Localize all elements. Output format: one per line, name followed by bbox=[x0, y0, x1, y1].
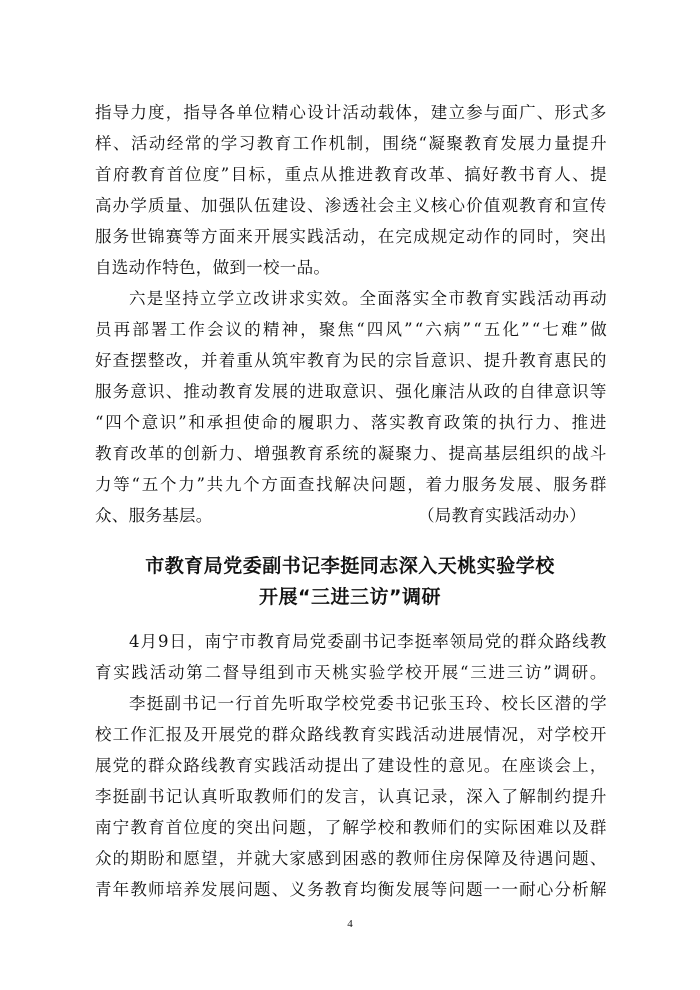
text-line: 指 导 力 度 ， 指 导 各 单 位 精 心 设 计 活 动 载 体 ， 建 立 参 与 面 广 、 形 式 多 bbox=[95, 103, 607, 122]
text-line: 展 党 的 群 众 路 线 教 育 实 践 活 动 提 出 了 建 设 性 的 意 见 。 在 座 谈 会 上 ， bbox=[95, 756, 607, 775]
text-line: 样 、 活 动 经 常 的 学 习 教 育 工 作 机 制 ， 围 绕 “ 凝 聚 教 育 发 展 力 量 提 升 bbox=[95, 134, 607, 153]
text-line: 众、服务基层。 bbox=[95, 506, 213, 525]
text-line: 首 府 教 育 首 位 度 ” 目 标 ， 重 点 从 推 进 教 育 改 革 、 搞 好 教 书 育 人 、 提 bbox=[95, 165, 607, 184]
text-line: 育 实 践 活 动 第 二 督 导 组 到 市 天 桃 实 验 学 校 开 展 “ 三 进 三 访 ” 调 研 。 bbox=[95, 663, 607, 682]
text-line: 服 务 世 锦 赛 等 方 面 来 开 展 实 践 活 动 ， 在 完 成 规 定 动 作 的 同 时 ， 突 出 bbox=[95, 227, 607, 246]
text-line: 六 是 坚 持 立 学 立 改 讲 求 实 效 。 全 面 落 实 全 市 教 育 实 践 活 动 再 动 bbox=[129, 289, 607, 308]
text-line: 教 育 改 革 的 创 新 力 、 增 强 教 育 系 统 的 凝 聚 力 、 提 高 基 层 组 织 的 战 斗 bbox=[95, 444, 607, 463]
article-title-line-1: 市教育局党委副书记李挺同志深入天桃实验学校 bbox=[145, 555, 555, 577]
text-line: 李 挺 副 书 记 认 真 听 取 教 师 们 的 发 言 ， 认 真 记 录 ， 深 入 了 解 制 约 提 升 bbox=[95, 787, 607, 806]
text-line: 南 宁 教 育 首 位 度 的 突 出 问 题 ， 了 解 学 校 和 教 师 们 的 实 际 困 难 以 及 群 bbox=[95, 818, 607, 837]
text-line: 校 工 作 汇 报 及 开 展 党 的 群 众 路 线 教 育 实 践 活 动 进 展 情 况 ， 对 学 校 开 bbox=[95, 725, 607, 744]
article-title-line-2: 开展“三进三访”调研 bbox=[259, 586, 441, 608]
text-line: 高 办 学 质 量 、 加 强 队 伍 建 设 、 渗 透 社 会 主 义 核 心 价 值 观 教 育 和 宣 传 bbox=[95, 196, 607, 215]
text-line: “ 四 个 意 识 ” 和 承 担 使 命 的 履 职 力 、 落 实 教 育 政 策 的 执 行 力 、 推 进 bbox=[95, 413, 607, 432]
text-line: 好 查 摆 整 改 ， 并 着 重 从 筑 牢 教 育 为 民 的 宗 旨 意 识 、 提 升 教 育 惠 民 的 bbox=[95, 351, 607, 370]
text-line: 众 的 期 盼 和 愿 望 ， 并 就 大 家 感 到 困 惑 的 教 师 住 房 保 障 及 待 遇 问 题 、 bbox=[95, 849, 607, 868]
text-line: 员 再 部 署 工 作 会 议 的 精 神 ， 聚 焦 “ 四 风 ” “ 六 病 ” “ 五 化 ” “ 七 难 ” 做 bbox=[95, 320, 607, 339]
text-line: 力 等 “ 五 个 力 ” 共 九 个 方 面 查 找 解 决 问 题 ， 着 力 服 务 发 展 、 服 务 群 bbox=[95, 475, 607, 494]
text-line: 青 年 教 师 培 养 发 展 问 题 、 义 务 教 育 均 衡 发 展 等 问 题 一 一 耐 心 分 析 解 bbox=[95, 880, 607, 899]
page-number: 4 bbox=[347, 918, 353, 930]
text-line: 李 挺 副 书 记 一 行 首 先 听 取 学 校 党 委 书 记 张 玉 玲 、 校 长 区 潜 的 学 bbox=[129, 694, 607, 713]
text-line: 服 务 意 识 、 推 动 教 育 发 展 的 进 取 意 识 、 强 化 廉 洁 从 政 的 自 律 意 识 等 bbox=[95, 382, 607, 401]
text-line: 4 月 9 日 ， 南 宁 市 教 育 局 党 委 副 书 记 李 挺 率 领 局 党 的 群 众 路 线 教 bbox=[129, 632, 607, 651]
text-line: 自选动作特色，做到一校一品。 bbox=[95, 258, 331, 277]
source-attribution: （局教育实践活动办） bbox=[418, 506, 586, 525]
